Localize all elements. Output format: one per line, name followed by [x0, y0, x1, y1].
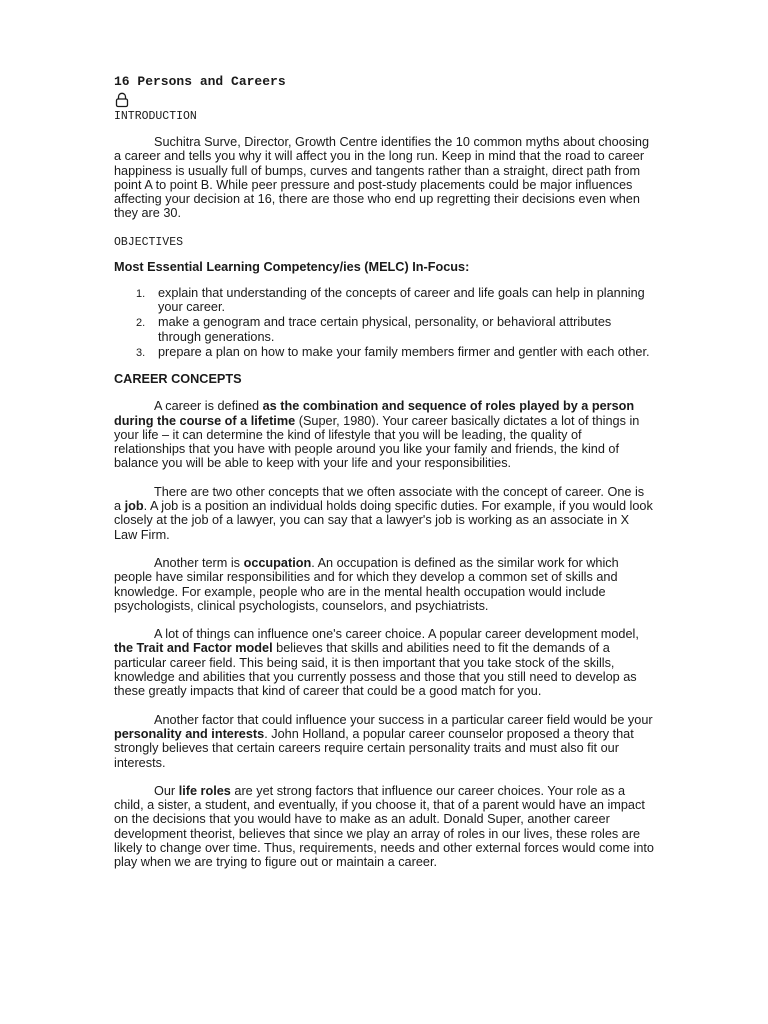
text-run: Our	[154, 783, 179, 798]
list-item	[114, 315, 654, 344]
text-run: Another term is	[154, 555, 244, 570]
job-paragraph	[114, 485, 654, 542]
list-item-text: prepare a plan on how to make your family members firmer and gentler with each other.	[158, 344, 650, 359]
text-run: A lot of things can influence one's career choice. A popular career development model,	[154, 627, 639, 642]
document-content	[114, 74, 654, 870]
introduction-paragraph: Suchitra Surve, Director, Growth Centre identifies the 10 common myths about choosing a career and tells you why it will affect you in the long run. Keep in mind that the road to career happiness is usually full of bumps, curves and tangents rather than a straight, direct path from point A to point B. While peer pressure and post-study placements could be major influences affecting your decision at 16, there are those who end up regretting their decisions even when they are 30.	[114, 135, 650, 221]
text-run: . An occupation is defined as the similar work for which people have similar responsibilities and for which they develop a common set of skills and knowledge. For example, people who are in the mental health occupation would include psychologists, clinical psychologists, counselors, and psychiatrists.	[114, 555, 619, 613]
occupation-paragraph	[114, 556, 654, 613]
objectives-heading: OBJECTIVES	[114, 235, 184, 249]
text-run: There are two other concepts that we often associate with the concept of career. One is a	[114, 484, 645, 514]
objectives-list	[114, 286, 654, 359]
list-item	[114, 286, 654, 315]
list-item-text: explain that understanding of the concepts of career and life goals can help in planning your career.	[158, 285, 645, 315]
bold-term: personality and interests	[114, 726, 265, 741]
bold-term: as the combination and sequence of roles played by a person during the course of a lifetime	[114, 399, 635, 428]
text-run: are yet strong factors that influence our career choices. Your role as a child, a sister, a student, and eventually, if you choose it, that of a parent would have an impact on the decisions that you would have to make as an adult. Donald Super, another career development theorist, believes that since we play an array of roles in our lives, these roles are likely to change over time. Thus, requirements, needs and other external forces would come into play when we are trying to figure out or maintain a career.	[114, 783, 654, 870]
text-run: . A job is a position an individual holds doing specific duties. For example, if you would look closely at the job of a lawyer, you can say that a lawyer's job is working as an associate in X Law Firm.	[114, 499, 653, 542]
text-run: (Super, 1980). Your career basically dictates a lot of things in your life – it can determine the kind of lifestyle that you will be leading, the quality of relationships that you have with people around you like your family and friends, the kind of balance you will be able to keep with your life and your responsibilities.	[114, 413, 640, 471]
text-run: . John Holland, a popular career counselor proposed a theory that strongly believes that certain careers require certain personality traits and must also fit our interests.	[114, 726, 634, 770]
introduction-heading: INTRODUCTION	[114, 110, 197, 123]
text-run: believes that skills and abilities need to fit the demands of a particular career field. This being said, it is then important that you take stock of the skills, knowledge and abilities that you currently possess and those that you still need to develop as these greatly impacts that kind of career that could be a good match for you.	[114, 641, 637, 699]
list-item-text: make a genogram and trace certain physical, personality, or behavioral attributes through generations.	[158, 315, 612, 344]
text-run: Another factor that could influence your success in a particular career field would be your	[154, 712, 653, 727]
list-item-number: 2.	[136, 317, 146, 330]
lock-icon	[114, 92, 130, 108]
text-run: A career is defined	[154, 399, 263, 414]
personality-paragraph	[114, 713, 654, 770]
career-concepts-heading: CAREER CONCEPTS	[114, 372, 242, 387]
document-title: 16 Persons and Careers	[114, 74, 286, 89]
bold-term: occupation	[243, 555, 312, 570]
list-item	[114, 345, 654, 359]
life-roles-paragraph	[114, 784, 654, 870]
trait-factor-paragraph	[114, 627, 654, 698]
bold-term: the Trait and Factor model	[114, 641, 273, 656]
bold-term: life roles	[178, 783, 231, 798]
bold-term: job	[124, 499, 144, 514]
career-definition-paragraph	[114, 399, 654, 470]
melc-heading: Most Essential Learning Competency/ies (MELC) In-Focus:	[114, 259, 470, 274]
list-item-number: 3.	[136, 346, 146, 359]
list-item-number: 1.	[136, 287, 146, 300]
